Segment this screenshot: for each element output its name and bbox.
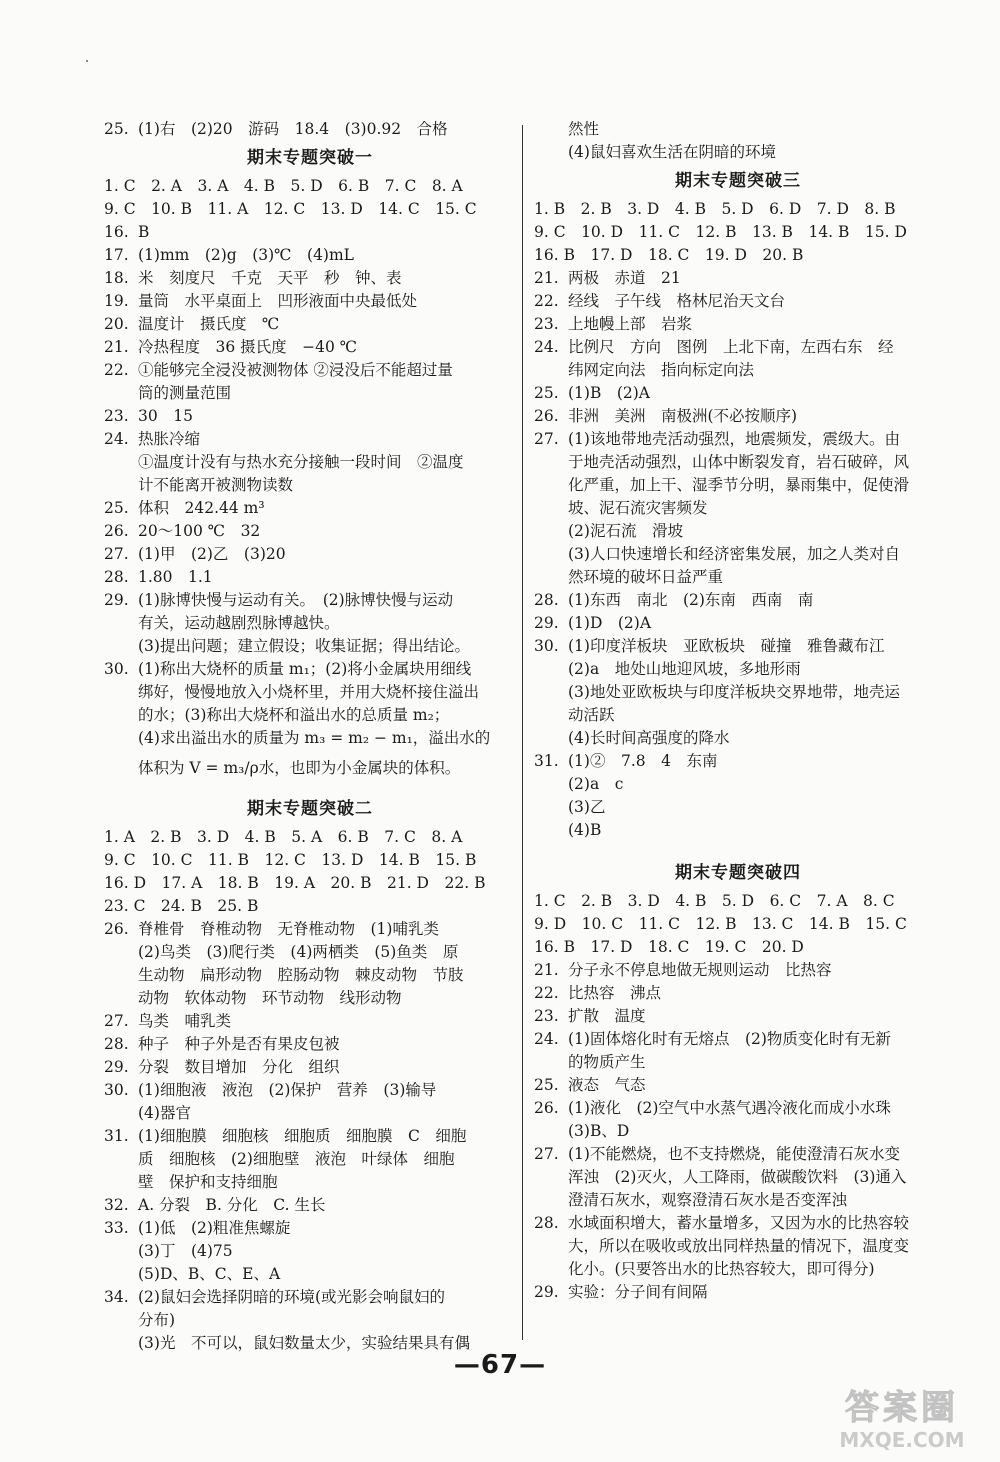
answer-line xyxy=(534,267,942,290)
question-number: 18. xyxy=(104,269,129,287)
answer-line xyxy=(534,1097,942,1120)
answer-text: (1)该地带地壳活动强烈，地震频发，震级大。由 xyxy=(568,430,900,448)
answer-text: 23. C 24. B 25. B xyxy=(104,897,259,915)
watermark-title: 答案圈 xyxy=(845,1388,959,1428)
answer-text: 9. C 10. C 11. B 12. C 13. D 14. B 15. B xyxy=(104,851,477,869)
question-number: 28. xyxy=(534,591,559,609)
answer-text: 量筒 水平桌面上 凹形液面中央最低处 xyxy=(138,292,418,310)
answer-line xyxy=(104,198,516,221)
answer-text: 脊椎骨 脊椎动物 无脊椎动物 (1)哺乳类 xyxy=(138,920,439,938)
answer-line xyxy=(534,428,942,451)
answer-text: (1)低 (2)粗准焦螺旋 xyxy=(138,1219,291,1237)
answer-text: 筒的测量范围 xyxy=(138,384,232,402)
section-title-3: 期末专题突破三 xyxy=(675,171,801,191)
answer-line xyxy=(104,175,516,198)
question-number: 32. xyxy=(104,1196,129,1214)
answer-text: 生动物 扁形动物 腔肠动物 棘皮动物 节肢 xyxy=(138,966,464,984)
answer-line xyxy=(534,405,942,428)
left-column xyxy=(104,118,516,1355)
answer-line xyxy=(104,497,516,520)
answer-line xyxy=(534,474,942,497)
answer-text: 温度计 摄氏度 ℃ xyxy=(138,315,280,333)
answer-text: 澄清石灰水，观察澄清石灰水是否变浑浊 xyxy=(568,1191,848,1209)
question-number: 26. xyxy=(534,1099,559,1117)
watermark-url: MXQE.COM xyxy=(839,1428,965,1452)
answer-line xyxy=(104,1286,516,1309)
answer-line xyxy=(104,635,516,658)
question-number: 30. xyxy=(534,637,559,655)
answer-text: (3)B、D xyxy=(568,1122,630,1140)
answer-line xyxy=(104,1010,516,1033)
answer-line xyxy=(104,1194,516,1217)
question-number: 19. xyxy=(104,292,129,310)
answer-line xyxy=(534,497,942,520)
answer-text: (3)人口快速增长和经济密集发展，加之人类对自 xyxy=(568,545,900,563)
question-number: 26. xyxy=(104,920,129,938)
answer-text: (1)D (2)A xyxy=(568,614,652,632)
answer-line xyxy=(104,1033,516,1056)
answer-text: 分子永不停息地做无规则运动 比热容 xyxy=(568,961,832,979)
answer-line xyxy=(534,658,942,681)
answer-text: (1)不能燃烧，也不支持燃烧，能使澄清石灰水变 xyxy=(568,1145,900,1163)
answer-text: 种子 种子外是否有果皮包被 xyxy=(138,1035,340,1053)
answer-text: A. 分裂 B. 分化 C. 生长 xyxy=(138,1196,326,1214)
answer-line xyxy=(534,313,942,336)
answer-line xyxy=(534,913,942,936)
question-number: 28. xyxy=(534,1214,559,1232)
question-number: 31. xyxy=(534,752,559,770)
answer-line xyxy=(534,1143,942,1166)
question-number: 25. xyxy=(534,384,559,402)
answer-text: (3)光 不可以，鼠妇数量太少，实验结果具有偶 xyxy=(138,1334,470,1352)
answer-text: 20～100 ℃ 32 xyxy=(138,522,261,540)
answer-text: 两极 赤道 21 xyxy=(568,269,681,287)
answer-text: (1)细胞膜 细胞核 细胞质 细胞膜 C 细胞 xyxy=(138,1127,467,1145)
answer-line xyxy=(104,313,516,336)
answer-text: 壁 保护和支持细胞 xyxy=(138,1173,278,1191)
answer-line xyxy=(104,520,516,543)
answer-text: 上地幔上部 岩浆 xyxy=(568,315,693,333)
answer-line xyxy=(104,451,516,474)
answer-text: 热胀冷缩 xyxy=(138,430,201,448)
answer-line xyxy=(104,1148,516,1171)
answer-line xyxy=(534,451,942,474)
answer-text: 于地壳活动强烈，山体中断裂发育，岩石破碎，风 xyxy=(568,453,910,471)
question-number: 22. xyxy=(534,984,559,1002)
answer-text: 16. B 17. D 18. C 19. D 20. B xyxy=(534,246,804,264)
answer-text: 冷热程度 36 摄氏度 −40 ℃ xyxy=(138,338,358,356)
answer-text: 化小。(只要答出水的比热容较大，即可得分) xyxy=(568,1260,875,1278)
answer-line xyxy=(534,1189,942,1212)
answer-text: 的水；(3)称出大烧杯和溢出水的总质量 m₂； xyxy=(138,706,450,724)
answer-line xyxy=(534,141,942,164)
answer-text: (3)乙 xyxy=(568,798,606,816)
answer-text: (1)② 7.8 4 东南 xyxy=(568,752,718,770)
answer-text: (1)称出大烧杯的质量 m₁；(2)将小金属块用细线 xyxy=(138,660,472,678)
answer-text: (4)求出溢出水的质量为 m₃ = m₂ − m₁，溢出水的 xyxy=(138,729,491,747)
answer-line xyxy=(104,566,516,589)
answer-line xyxy=(104,941,516,964)
page-number: —67— xyxy=(453,1350,547,1380)
answer-text: 然环境的破坏日益严重 xyxy=(568,568,724,586)
question-number: 28. xyxy=(104,568,129,586)
answer-text: 1.80 1.1 xyxy=(138,568,213,586)
question-number: 27. xyxy=(104,545,129,563)
answer-text: 体积 242.44 m³ xyxy=(138,499,265,517)
section-title-1: 期末专题突破一 xyxy=(247,148,373,168)
answer-text: (5)D、B、C、E、A xyxy=(138,1265,281,1283)
question-number: 23. xyxy=(104,407,129,425)
answer-text: (1)固体熔化时有无熔点 (2)物质变化时有无新 xyxy=(568,1030,891,1048)
answer-line xyxy=(534,982,942,1005)
answer-line xyxy=(534,290,942,313)
question-number: 26. xyxy=(534,407,559,425)
answer-text: B xyxy=(138,223,150,241)
answer-text: (1)印度洋板块 亚欧板块 碰撞 雅鲁藏布江 xyxy=(568,637,885,655)
answer-line xyxy=(104,474,516,497)
answer-line xyxy=(104,267,516,290)
answer-text: (1)右 (2)20 游码 18.4 (3)0.92 合格 xyxy=(138,120,448,138)
question-number: 21. xyxy=(534,269,559,287)
answer-line xyxy=(104,826,516,849)
answer-text: 30 15 xyxy=(138,407,193,425)
answer-text: (1)液化 (2)空气中水蒸气遇冷液化而成小水珠 xyxy=(568,1099,891,1117)
answer-text: 经线 子午线 格林尼治天文台 xyxy=(568,292,786,310)
answer-text: 质 细胞核 (2)细胞壁 液泡 叶绿体 细胞 xyxy=(138,1150,455,1168)
answer-line xyxy=(104,359,516,382)
question-number: 28. xyxy=(104,1035,129,1053)
answer-text: 比例尺 方向 图例 上北下南，左西右东 经 xyxy=(568,338,894,356)
answer-text: (4)长时间高强度的降水 xyxy=(568,729,730,747)
answer-text: 化严重，加上干、湿季节分明，暴雨集中，促使滑 xyxy=(568,476,910,494)
section-title-2: 期末专题突破二 xyxy=(247,799,373,819)
answer-text: (2)泥石流 滑坡 xyxy=(568,522,683,540)
question-number: 25. xyxy=(104,120,129,138)
answer-line xyxy=(104,290,516,313)
question-number: 34. xyxy=(104,1288,129,1306)
answer-text: (4)B xyxy=(568,821,602,839)
answer-text: 大，所以在吸收或放出同样热量的情况下，温度变 xyxy=(568,1237,910,1255)
answer-text: (2)鸟类 (3)爬行类 (4)两栖类 (5)鱼类 原 xyxy=(138,943,459,961)
answer-text: (2)a 地处山地迎风坡，多地形雨 xyxy=(568,660,801,678)
answer-text: 绑好，慢慢地放入小烧杯里，并用大烧杯接住溢出 xyxy=(138,683,480,701)
answer-text: 1. A 2. B 3. D 4. B 5. A 6. B 7. C 8. A xyxy=(104,828,463,846)
answer-line xyxy=(534,566,942,589)
answer-line xyxy=(534,1281,942,1304)
answer-text: 16. D 17. A 18. B 19. A 20. B 21. D 22. B xyxy=(104,874,486,892)
answer-line xyxy=(104,382,516,405)
question-number: 21. xyxy=(534,961,559,979)
answer-line xyxy=(534,773,942,796)
answer-line xyxy=(534,612,942,635)
answer-line xyxy=(104,704,516,727)
column-divider xyxy=(522,125,523,1340)
question-number: 33. xyxy=(104,1219,129,1237)
answer-line xyxy=(534,1028,942,1051)
question-number: 22. xyxy=(104,361,129,379)
answer-line xyxy=(534,750,942,773)
answer-text: 实验：分子间有间隔 xyxy=(568,1283,708,1301)
answer-text: (2)鼠妇会选择阴暗的环境(或光影会响鼠妇的 xyxy=(138,1288,446,1306)
answer-text: (1)脉博快慢与运动有关。 (2)脉博快慢与运动 xyxy=(138,591,454,609)
answer-text: (3)地处亚欧板块与印度洋板块交界地带，地壳运 xyxy=(568,683,900,701)
answer-text: 9. C 10. D 11. C 12. B 13. B 14. B 15. D xyxy=(534,223,907,241)
answer-text: (4)器官 xyxy=(138,1104,191,1122)
answer-text: (1)东西 南北 (2)东南 西南 南 xyxy=(568,591,814,609)
spacer xyxy=(534,842,942,856)
answer-line xyxy=(534,681,942,704)
question-number: 22. xyxy=(534,292,559,310)
answer-line xyxy=(534,589,942,612)
answer-text: 计不能离开被测物读数 xyxy=(138,476,294,494)
answer-text: (2)a c xyxy=(568,775,624,793)
answer-line xyxy=(534,936,942,959)
answer-line xyxy=(104,849,516,872)
question-number: 20. xyxy=(104,315,129,333)
question-number: 31. xyxy=(104,1127,129,1145)
question-number: 24. xyxy=(104,430,129,448)
answer-text: 的物质产生 xyxy=(568,1053,646,1071)
answer-text: 扩散 温度 xyxy=(568,1007,646,1025)
answer-line xyxy=(104,1240,516,1263)
answer-line xyxy=(104,1309,516,1332)
answer-line xyxy=(534,1074,942,1097)
section-title-4: 期末专题突破四 xyxy=(675,863,801,883)
answer-line xyxy=(104,1125,516,1148)
answer-line xyxy=(104,727,516,750)
question-number: 30. xyxy=(104,660,129,678)
answer-line xyxy=(104,1171,516,1194)
answer-line xyxy=(104,612,516,635)
answer-text: 米 刻度尺 千克 天平 秒 钟、表 xyxy=(138,269,402,287)
question-number: 27. xyxy=(534,430,559,448)
answer-line xyxy=(104,221,516,244)
question-number: 17. xyxy=(104,246,129,264)
right-column xyxy=(534,118,942,1304)
answer-text: 比热容 沸点 xyxy=(568,984,662,1002)
question-number: 29. xyxy=(104,1058,129,1076)
answer-text: 浑浊 (2)灭火，人工降雨，做碳酸饮料 (3)通入 xyxy=(568,1168,907,1186)
question-number: 24. xyxy=(534,338,559,356)
answer-text: (1)B (2)A xyxy=(568,384,650,402)
answer-line xyxy=(104,895,516,918)
watermark-logo xyxy=(812,1388,992,1458)
answer-line xyxy=(104,681,516,704)
answer-line xyxy=(534,1120,942,1143)
answer-line xyxy=(104,872,516,895)
answer-text: 16. B 17. D 18. C 19. C 20. D xyxy=(534,938,804,956)
answer-text: 纬网定向法 指向标定向法 xyxy=(568,361,755,379)
answer-text: 然性 xyxy=(568,120,600,138)
answer-text: 动物 软体动物 环节动物 线形动物 xyxy=(138,989,402,1007)
question-number: 23. xyxy=(534,1007,559,1025)
answer-line xyxy=(534,704,942,727)
answer-text: (1)细胞液 液泡 (2)保护 营养 (3)输导 xyxy=(138,1081,437,1099)
answer-text: 动活跃 xyxy=(568,706,615,724)
answer-line xyxy=(534,543,942,566)
answer-text: 体积为 V = m₃/ρ水，也即为小金属块的体积。 xyxy=(138,759,461,777)
answer-text: 9. C 10. B 11. A 12. C 13. D 14. C 15. C xyxy=(104,200,477,218)
answer-line xyxy=(104,244,516,267)
answer-text: ①能够完全浸没被测物体 ②浸没后不能超过量 xyxy=(138,361,453,379)
answer-line xyxy=(104,1217,516,1240)
answer-line xyxy=(104,589,516,612)
question-number: 29. xyxy=(534,614,559,632)
answer-line xyxy=(104,1263,516,1286)
answer-text: ①温度计没有与热水充分接触一段时间 ②温度 xyxy=(138,453,464,471)
answer-line xyxy=(534,727,942,750)
answer-line xyxy=(534,336,942,359)
answer-line xyxy=(534,118,942,141)
answer-text: 水域面积增大，蓄水量增多，又因为水的比热容较 xyxy=(568,1214,910,1232)
answer-line xyxy=(104,1056,516,1079)
question-number: 16. xyxy=(104,223,129,241)
answer-line xyxy=(534,796,942,819)
answer-text: 分裂 数目增加 分化 组织 xyxy=(138,1058,340,1076)
answer-text: 非洲 美洲 南极洲(不必按顺序) xyxy=(568,407,798,425)
answer-line xyxy=(534,244,942,267)
answer-line xyxy=(104,750,516,786)
question-number: 29. xyxy=(104,591,129,609)
answer-line xyxy=(534,382,942,405)
answer-line xyxy=(534,520,942,543)
answer-line xyxy=(104,405,516,428)
answer-line xyxy=(534,1258,942,1281)
question-number: 24. xyxy=(534,1030,559,1048)
answer-line xyxy=(534,1212,942,1235)
question-number: 26. xyxy=(104,522,129,540)
answer-line xyxy=(104,543,516,566)
question-number: 27. xyxy=(534,1145,559,1163)
answer-text: 9. D 10. C 11. C 12. B 13. C 14. B 15. C xyxy=(534,915,907,933)
answer-line xyxy=(534,221,942,244)
answer-text: (3)提出问题；建立假设；收集证据；得出结论。 xyxy=(138,637,470,655)
answer-line xyxy=(104,428,516,451)
question-number: 23. xyxy=(534,315,559,333)
answer-line xyxy=(104,918,516,941)
question-number: 21. xyxy=(104,338,129,356)
answer-line xyxy=(104,964,516,987)
answer-line xyxy=(534,1005,942,1028)
answer-text: (1)mm (2)g (3)℃ (4)mL xyxy=(138,246,354,264)
answer-line xyxy=(104,658,516,681)
answer-line xyxy=(534,1051,942,1074)
answer-text: 1. B 2. B 3. D 4. B 5. D 6. D 7. D 8. B xyxy=(534,200,896,218)
answer-text: 液态 气态 xyxy=(568,1076,646,1094)
answer-line xyxy=(534,819,942,842)
question-number: 29. xyxy=(534,1283,559,1301)
scan-speck xyxy=(86,60,88,62)
question-number: 30. xyxy=(104,1081,129,1099)
answer-text: 1. C 2. B 3. D 4. B 5. D 6. C 7. A 8. C xyxy=(534,892,895,910)
answer-line xyxy=(534,1235,942,1258)
answer-line xyxy=(534,890,942,913)
answer-line xyxy=(534,359,942,382)
answer-line xyxy=(104,1102,516,1125)
answer-line xyxy=(104,118,516,141)
answer-text: (1)甲 (2)乙 (3)20 xyxy=(138,545,286,563)
answer-text: 坡、泥石流灾害频发 xyxy=(568,499,708,517)
question-number: 25. xyxy=(534,1076,559,1094)
answer-line xyxy=(104,1079,516,1102)
question-number: 27. xyxy=(104,1012,129,1030)
answer-line xyxy=(534,1166,942,1189)
answer-text: (4)鼠妇喜欢生活在阴暗的环境 xyxy=(568,143,776,161)
answer-line xyxy=(534,635,942,658)
answer-text: (3)丁 (4)75 xyxy=(138,1242,233,1260)
answer-text: 1. C 2. A 3. A 4. B 5. D 6. B 7. C 8. A xyxy=(104,177,463,195)
answer-line xyxy=(104,336,516,359)
answer-line xyxy=(104,987,516,1010)
answer-line xyxy=(534,959,942,982)
answer-line xyxy=(534,198,942,221)
answer-text: 鸟类 哺乳类 xyxy=(138,1012,232,1030)
answer-text: 分布) xyxy=(138,1311,176,1329)
question-number: 25. xyxy=(104,499,129,517)
answer-text: 有关，运动越剧烈脉博越快。 xyxy=(138,614,340,632)
